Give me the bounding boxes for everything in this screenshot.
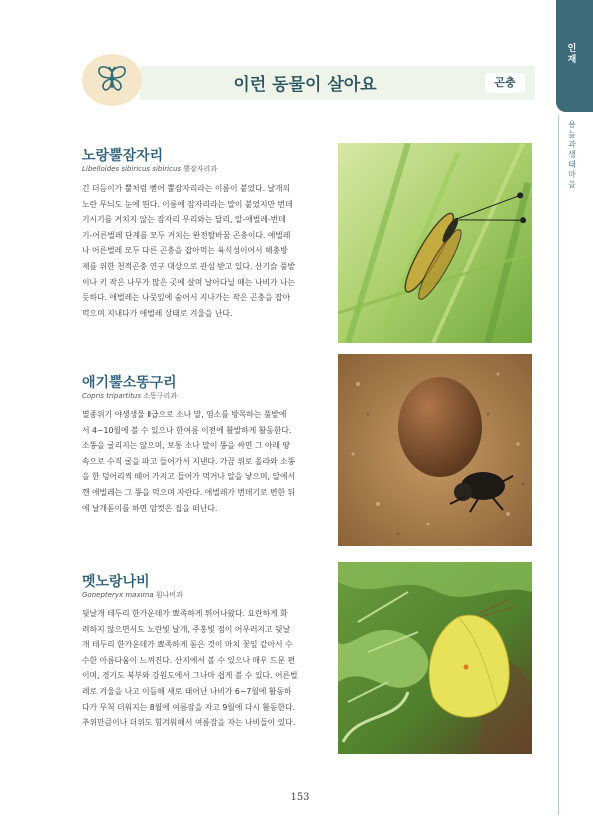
scientific-name: Gonepteryx maxima: [82, 591, 154, 599]
scientific-name: Libelloides sibiricus sibiricus: [82, 165, 182, 173]
description-line: 나 어른벌레 모두 다른 곤충을 잡아먹는 육식성이어서 해충방: [82, 246, 288, 256]
description-line: 뒷날개 테두리 한가운데가 뾰족하게 튀어나왔다. 요란하게 화: [82, 609, 288, 618]
page-number: 153: [290, 792, 310, 803]
description-line: 이나 키 작은 나무가 많은 곳에 살며 날아다닐 때는 나비가 나는: [82, 277, 296, 287]
description-line: 을 한 덩어리씩 떼어 가지고 들어가 먹거나 알을 낳으며, 알에서: [82, 472, 296, 482]
description-line: 기-어른벌레 단계를 모두 거치는 완전탈바꿈 곤충이다. 애벌레: [82, 230, 291, 240]
description-line: 듯하다. 애벌레는 나뭇잎에 숨어서 지나가는 작은 곤충을 잡아: [82, 293, 291, 303]
owlfly-photo: [338, 143, 532, 343]
description-line: 깬 애벌레는 그 똥을 먹으며 자란다. 애벌레가 번데기로 변한 뒤: [82, 487, 296, 497]
description-line: 먹으며 지내다가 애벌레 상태로 겨울을 난다.: [82, 308, 233, 318]
species-description-2: [82, 407, 322, 516]
description-line: 기시기를 거치지 않는 잠자리 무리와는 달리, 알-애벌레-번데: [82, 215, 286, 225]
description-line: 노란 무늬도 눈에 띈다. 이름에 잠자리라는 말이 붙었지만 번데: [82, 199, 293, 209]
dung-beetle-photo: [338, 354, 532, 546]
description-line: 레로 겨울을 나고 이듬해 새로 태어난 나비가 6~7월에 활동하: [82, 686, 292, 696]
description-line: 긴 더듬이가 뿔처럼 뻗어 뿔잠자리라는 이름이 붙었다. 날개의: [82, 184, 291, 193]
family-name: 뿔잠자리과: [183, 165, 218, 173]
side-section-label: 인재: [567, 44, 577, 65]
description-line: 다가 무척 더워지는 8월에 여름잠을 자고 9월에 다시 활동한다.: [82, 702, 295, 712]
species-title-1: 노랑뿔잠자리: [82, 148, 164, 164]
species-scientific-name-2: [82, 391, 177, 401]
species-title-3: 멧노랑나비: [82, 574, 150, 590]
description-line: 서 4~10월에 볼 수 있으나 한여름 이전에 활발하게 활동한다.: [82, 425, 292, 435]
family-name: 흰나비과: [155, 591, 183, 599]
butterfly-icon: [95, 62, 129, 96]
description-line: 에 날개돋이를 하면 암컷은 집을 떠난다.: [82, 503, 218, 513]
scientific-name: Copris tripartitus: [82, 392, 142, 400]
brimstone-butterfly-photo: [338, 562, 532, 754]
description-line: 려하지 않으면서도 노란빛 날개, 주홍빛 점이 어우러지고 뒷날: [82, 624, 291, 634]
description-line: 추위만큼이나 더위도 힘겨워해서 여름잠을 자는 나비들이 있다.: [82, 718, 296, 728]
description-line: 속으로 수직 굴을 파고 들어가서 지낸다. 가끔 위로 올라와 소똥: [82, 456, 296, 466]
header-title: 이런 동물이 살아요: [233, 75, 377, 95]
species-description-3: [82, 606, 322, 731]
family-name: 소똥구리과: [143, 392, 178, 400]
description-line: 멸종위기 야생생물 Ⅱ급으로 소나 말, 염소를 방목하는 풀밭에: [82, 410, 287, 419]
species-title-2: 애기뿔소똥구리: [82, 375, 177, 391]
side-chapter-label: 용늪과 생태마을: [568, 120, 576, 189]
species-scientific-name-3: [82, 590, 183, 600]
category-badge: 곤충: [485, 73, 525, 93]
side-divider: [558, 115, 559, 815]
description-line: 수한 아름다움이 느껴진다. 산지에서 볼 수 있으나 매우 드문 편: [82, 655, 296, 665]
description-line: 이며, 경기도 북부와 강원도에서 그나마 쉽게 볼 수 있다. 어른벌: [82, 671, 298, 681]
description-line: 제를 위한 천적곤충 연구 대상으로 관심 받고 있다. 산기슭 풀밭: [82, 261, 296, 271]
description-line: 소똥을 굴리지는 않으며, 보통 소나 말이 똥을 싸면 그 아래 땅: [82, 441, 291, 451]
description-line: 개 테두리 한가운데가 뾰족하게 돋은 것이 마치 꽃잎 같아서 수: [82, 640, 293, 650]
species-scientific-name-1: [82, 164, 217, 174]
species-description-1: [82, 181, 322, 321]
